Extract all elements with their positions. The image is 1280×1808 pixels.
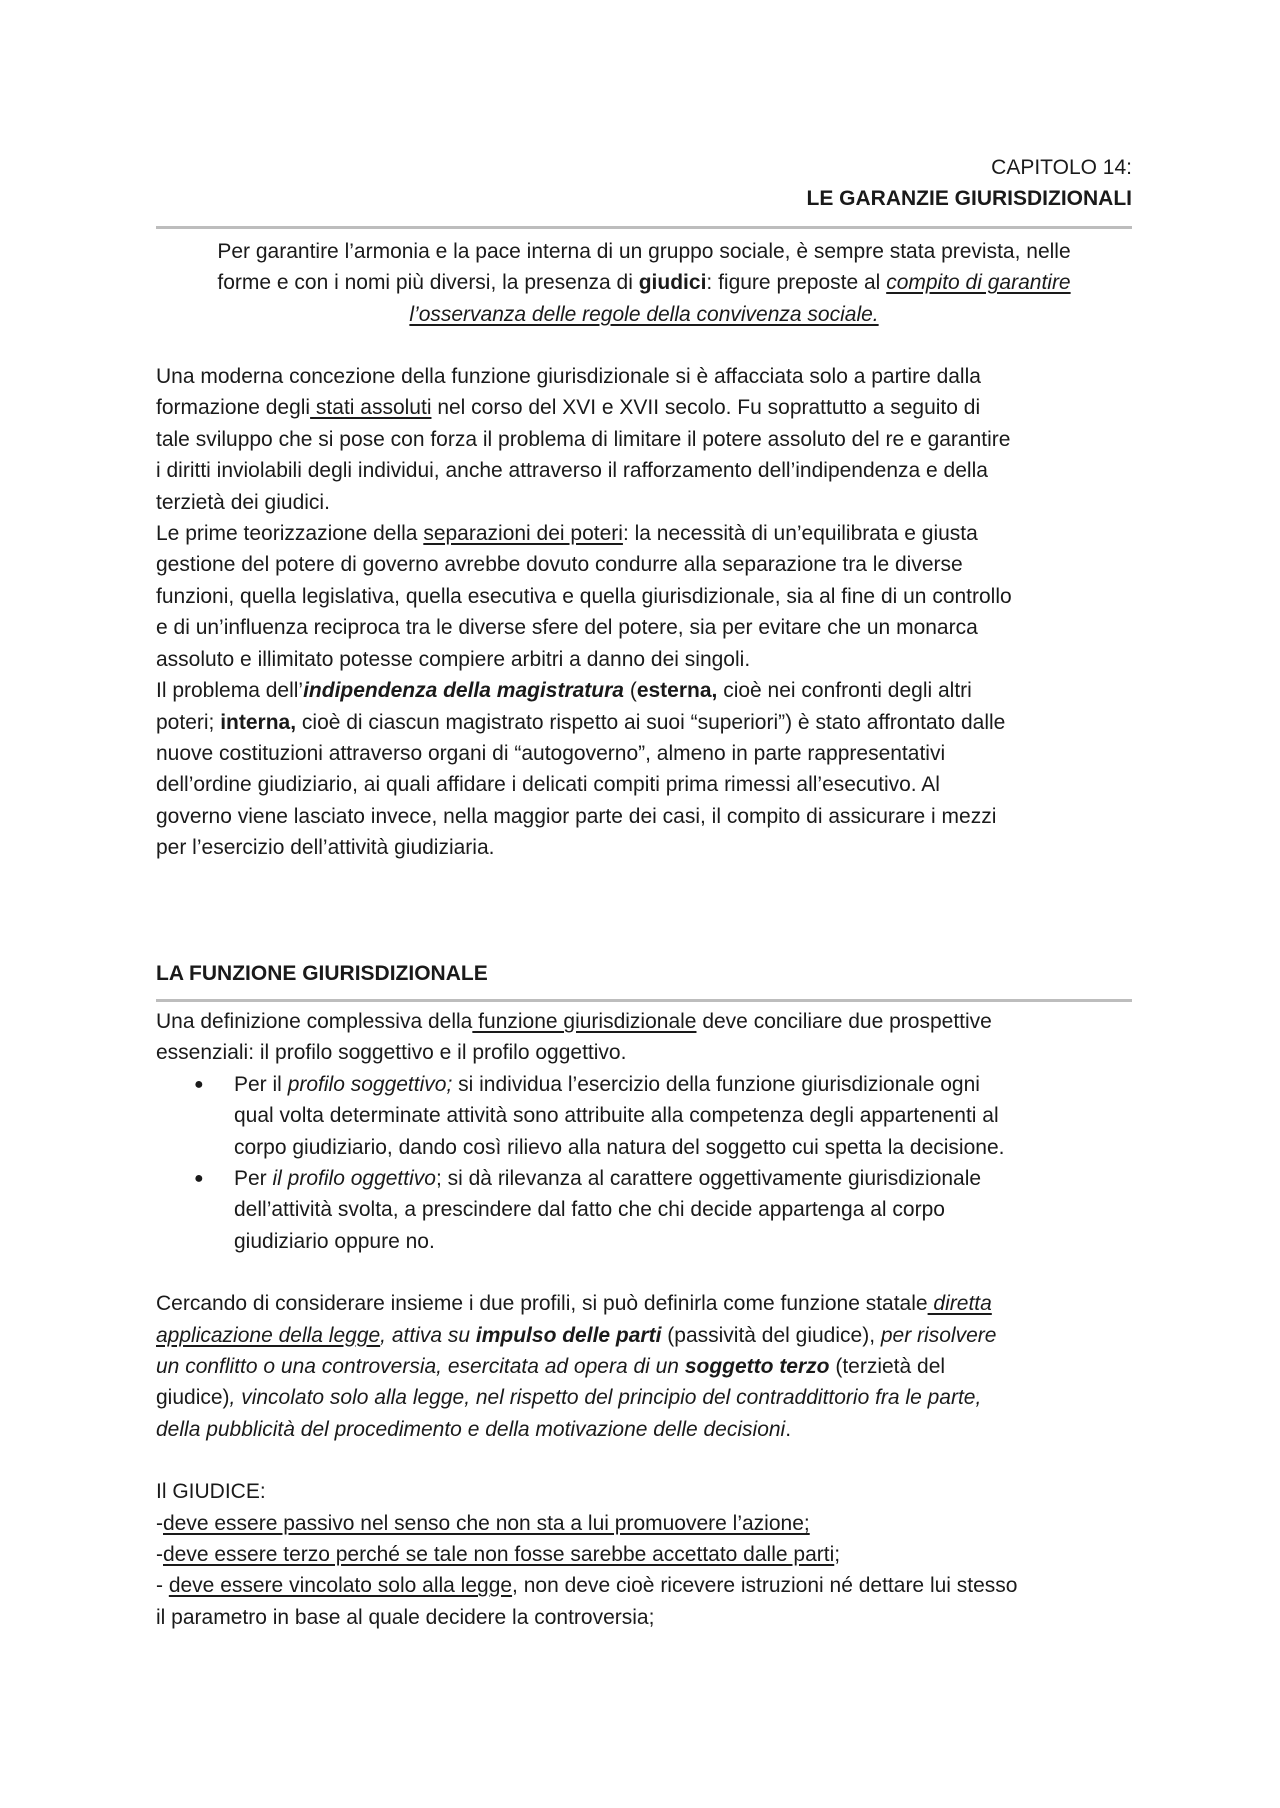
bullet-icon: ●: [194, 1169, 204, 1187]
text-line: dell’ordine giudiziario, ai quali affidare i delicati compiti prima rimessi all’esecutivo. Al: [156, 773, 940, 797]
text-run: Una definizione complessiva della: [156, 1009, 473, 1033]
text-run: nel corso del XVI e XVII secolo. Fu soprattutto a seguito di: [431, 396, 981, 420]
text-run: poteri;: [156, 710, 221, 734]
paragraph-judicial-independence: [156, 675, 1132, 863]
intro-line: Per garantire l’armonia e la pace interna di un gruppo sociale, è sempre stata prevista, nelle: [217, 239, 1071, 263]
underlined-italic-text: applicazione della legge: [156, 1323, 381, 1347]
text-line: [156, 1288, 1132, 1319]
bold-text: esterna,: [636, 679, 718, 703]
bold-italic-text: indipendenza della magistratura: [303, 679, 624, 703]
text-run: .: [785, 1417, 792, 1441]
text-line: [156, 1382, 1132, 1413]
text-run: Per: [234, 1166, 273, 1190]
underlined-text: deve essere vincolato solo alla legge: [168, 1574, 513, 1598]
intro-line: [156, 299, 1132, 330]
italic-text: il profilo oggettivo: [272, 1166, 436, 1190]
text-line: gestione del potere di governo avrebbe dovuto condurre alla separazione tra le diverse: [156, 553, 963, 577]
text-run: (terzietà del: [829, 1355, 946, 1378]
text-run: Le prime teorizzazione della: [156, 522, 424, 546]
underlined-italic-text: l’osservanza delle regole della convivenza sociale.: [409, 302, 879, 326]
text-line: [156, 675, 1132, 706]
text-run: formazione degli: [156, 396, 311, 420]
underlined-text: funzione giurisdizionale: [472, 1009, 697, 1033]
text-line: [156, 1320, 1132, 1351]
text-line: [156, 1006, 1132, 1037]
text-line: dell’attività svolta, a prescindere dal fatto che chi decide appartenga al corpo: [234, 1198, 945, 1222]
text-run: : figure preposte al: [706, 271, 887, 295]
chapter-header: [156, 152, 1132, 215]
italic-text: profilo soggettivo;: [287, 1072, 453, 1096]
text-run: forme e con i nomi più diversi, la presenza di: [217, 271, 639, 295]
italic-text: , vincolato solo alla legge, nel rispetto del principio del contraddittorio fra le parte,: [229, 1386, 982, 1410]
text-line: terzietà dei giudici.: [156, 490, 330, 514]
text-line: tale sviluppo che si pose con forza il problema di limitare il potere assoluto del re e garantire: [156, 427, 1011, 451]
text-run: : la necessità di un’equilibrata e giusta: [622, 522, 978, 546]
text-line: [156, 1414, 1132, 1445]
text-line: giudiziario oppure no.: [234, 1229, 435, 1253]
text-run: Cercando di considerare insieme i due profili, si può definirla come funzione statale: [156, 1292, 928, 1316]
section-divider: [156, 999, 1132, 1002]
text-line: per l’esercizio dell’attività giudiziaria.: [156, 836, 495, 860]
text-run: (passività del giudice),: [661, 1323, 881, 1347]
text-run: cioè nei confronti degli altri: [717, 679, 972, 703]
italic-text: della pubblicità del procedimento e della motivazione delle decisioni: [156, 1417, 786, 1441]
underlined-italic-text: diretta: [927, 1292, 992, 1316]
text-line: i diritti inviolabili degli individui, anche attraverso il rafforzamento dell’indipendenza e della: [156, 459, 988, 483]
text-run: , non deve cioè ricevere istruzioni né dettare lui stesso: [512, 1574, 1018, 1598]
text-run: -: [156, 1574, 169, 1598]
underlined-text: deve essere terzo perché se tale non fosse sarebbe accettato dalle parti: [163, 1543, 835, 1567]
text-run: ; si dà rilevanza al carattere oggettivamente giurisdizionale: [435, 1166, 982, 1190]
text-run: Per il: [234, 1072, 288, 1096]
intro-paragraph: [156, 236, 1132, 330]
chapter-title: LE GARANZIE GIURISDIZIONALI: [806, 187, 1132, 211]
text-line: nuove costituzioni attraverso organi di “autogoverno”, almeno in parte rappresentativi: [156, 741, 946, 765]
text-line: il parametro in base al quale decidere la controversia;: [156, 1605, 655, 1629]
text-line: [156, 1508, 1132, 1539]
text-run: giudice): [156, 1386, 230, 1410]
text-run: si individua l’esercizio della funzione giurisdizionale ogni: [452, 1072, 980, 1096]
text-run: ;: [834, 1543, 841, 1567]
text-run: deve conciliare due prospettive: [696, 1009, 992, 1033]
text-line: [234, 1069, 1132, 1100]
italic-text: un conflitto o una controversia, esercitata ad opera di un: [156, 1355, 685, 1378]
text-line: qual volta determinate attività sono attribuite alla competenza degli appartenenti al: [234, 1104, 999, 1128]
text-line: assoluto e illimitato potesse compiere arbitri a danno dei singoli.: [156, 647, 751, 671]
paragraph-judge: [156, 1476, 1132, 1633]
bold-text: giudici: [638, 271, 707, 295]
bold-text: interna,: [220, 710, 297, 734]
text-line: [156, 707, 1132, 738]
text-line: e di un’influenza reciproca tra le diverse sfere del potere, sia per evitare che un monarca: [156, 616, 978, 640]
judge-heading: Il GIUDICE:: [156, 1480, 266, 1504]
text-line: corpo giudiziario, dando così rilievo alla natura del soggetto cui spetta la decisione.: [234, 1135, 1005, 1159]
underlined-text: deve essere passivo nel senso che non sta a lui promuovere l’azione;: [163, 1511, 810, 1535]
text-run: Il problema dell’: [156, 679, 304, 703]
text-run: -: [156, 1543, 163, 1567]
underlined-italic-text: compito di garantire: [886, 271, 1071, 295]
chapter-number: CAPITOLO 14:: [991, 156, 1132, 179]
bullet-icon: ●: [194, 1075, 204, 1093]
document-content: [156, 152, 1132, 1633]
text-line: governo viene lasciato invece, nella maggior parte dei casi, il compito di assicurare i mezzi: [156, 804, 997, 828]
list-item: [156, 1163, 1132, 1257]
underlined-text: stati assoluti: [310, 396, 432, 420]
text-line: [156, 1570, 1132, 1601]
paragraph-combined-definition: [156, 1288, 1132, 1445]
text-run: -: [156, 1511, 163, 1535]
text-line: [156, 1539, 1132, 1570]
text-line: [156, 392, 1132, 423]
text-line: [156, 518, 1132, 549]
bold-italic-text: impulso delle parti: [475, 1323, 662, 1347]
text-line: Una moderna concezione della funzione giurisdizionale si è affacciata solo a partire dalla: [156, 365, 981, 389]
list-item: [156, 1069, 1132, 1163]
italic-text: per risolvere: [880, 1323, 997, 1347]
paragraph-separation-of-powers: [156, 518, 1132, 675]
text-line: essenziali: il profilo soggettivo e il profilo oggettivo.: [156, 1041, 627, 1065]
section-heading: LA FUNZIONE GIURISDIZIONALE: [156, 961, 488, 985]
profile-list: [156, 1069, 1132, 1257]
text-line: [156, 1351, 1132, 1382]
italic-text: , attiva su: [380, 1323, 476, 1347]
text-run: (: [623, 679, 637, 703]
text-line: [234, 1163, 1132, 1194]
bold-italic-text: soggetto terzo: [684, 1355, 830, 1378]
underlined-text: separazioni dei poteri: [423, 522, 623, 546]
header-divider: [156, 226, 1132, 229]
intro-line: [156, 267, 1132, 298]
paragraph-absolute-states: [156, 361, 1132, 518]
paragraph-definition: [156, 1006, 1132, 1069]
text-run: cioè di ciascun magistrato rispetto ai suoi “superiori”) è stato affrontato dalle: [296, 710, 1006, 734]
text-line: funzioni, quella legislativa, quella esecutiva e quella giurisdizionale, sia al fine di un controllo: [156, 584, 1012, 608]
